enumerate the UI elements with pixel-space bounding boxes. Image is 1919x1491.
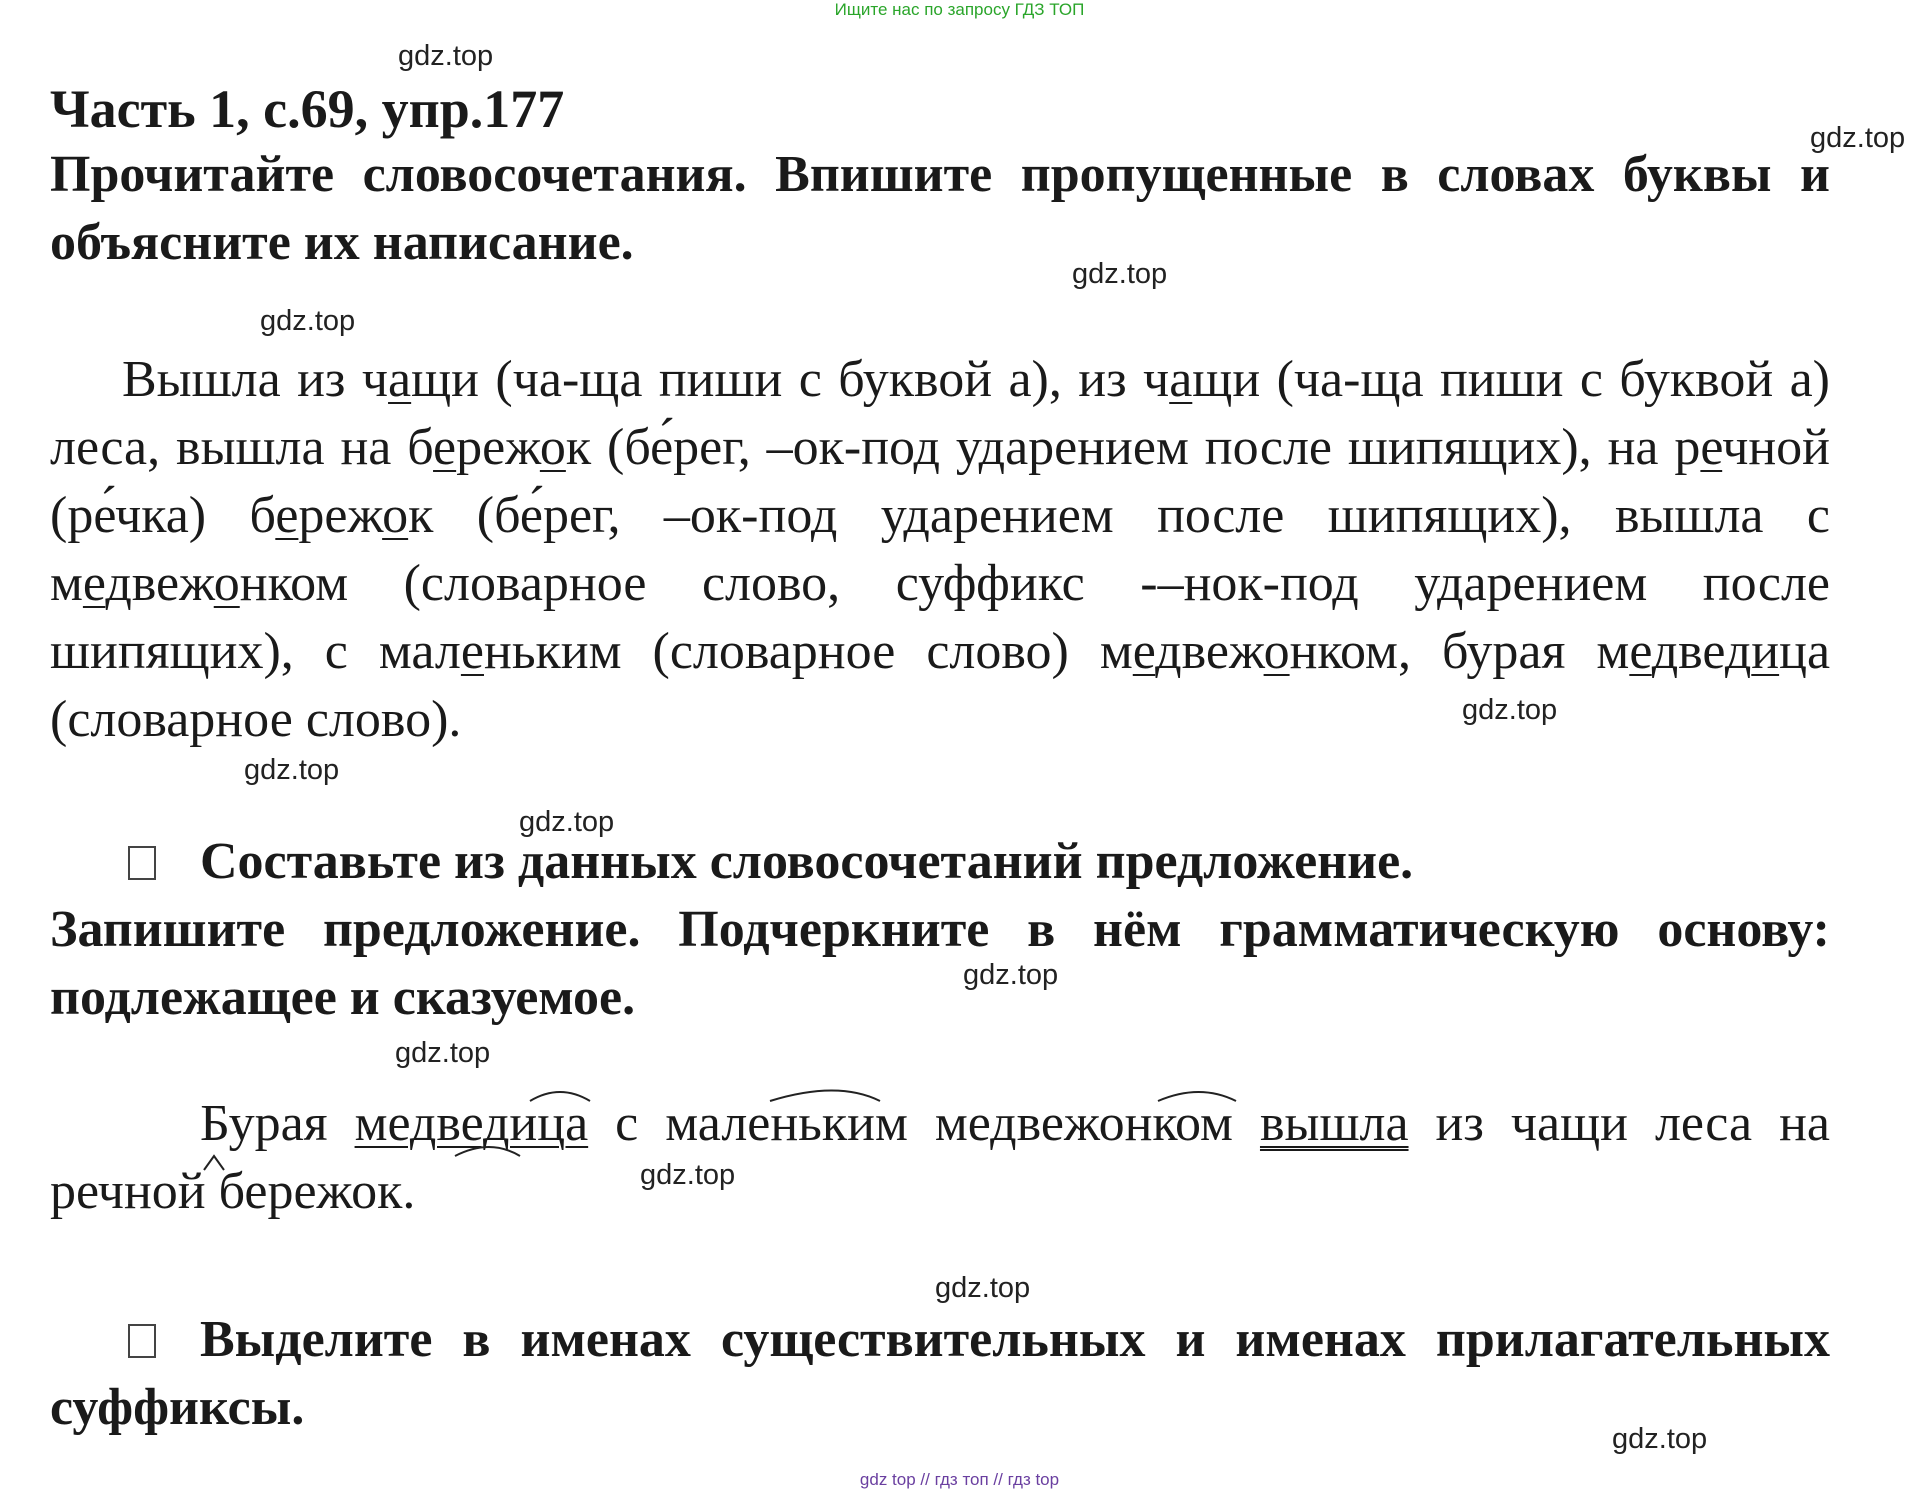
- watermark: gdz.top: [1612, 1423, 1708, 1455]
- top-hint[interactable]: Ищите нас по запросу ГДЗ ТОП: [834, 0, 1085, 19]
- answer-2: Бурая медведица с маленьким медвежонком вышла из чащи леса на речной бережок.: [50, 1095, 1831, 1220]
- watermark: gdz.top: [963, 959, 1059, 991]
- watermark: gdz.top: [398, 40, 494, 72]
- footer-links[interactable]: gdz top // гдз топ // гдз top: [859, 1470, 1060, 1489]
- checkbox-icon: [128, 1324, 156, 1358]
- watermark: gdz.top: [1810, 122, 1906, 154]
- subject: медведица: [354, 1095, 589, 1152]
- task-3: Выделите в именах существительных и именах прилагательных суффиксы.: [50, 1311, 1830, 1436]
- watermark: gdz.top: [1072, 258, 1168, 290]
- watermark: gdz.top: [260, 305, 356, 337]
- watermark: gdz.top: [519, 806, 615, 838]
- checkbox-icon: [128, 846, 156, 880]
- page-title: Часть 1, с.69, упр.177: [50, 79, 565, 139]
- watermark: gdz.top: [244, 754, 340, 786]
- watermark: gdz.top: [1462, 694, 1558, 726]
- answer-1: Вышла из чащи (ча-ща пиши с буквой а), из чащи (ча-ща пиши с буквой а) леса, вышла на бережок (бе́рег, –ок-под ударением после шипящих), на речной (ре́чка) бережок (бе́рег, –ок-под ударением после шипящих), вышла с медвежонком (словарное слово, суффикс -–нок-под ударением после шипящих), с маленьким (словарное слово) медвежонком, бурая медведица (словарное слово).: [50, 351, 1831, 748]
- watermark: gdz.top: [395, 1037, 491, 1069]
- watermark: gdz.top: [935, 1272, 1031, 1304]
- task-1: Прочитайте словосочетания. Впишите пропущенные в словах буквы и объясните их написание.: [50, 146, 1830, 271]
- task-2: Составьте из данных словосочетаний предложение. Запишите предложение. Подчеркните в нём грамматическую основу: подлежащее и сказуемое.: [50, 833, 1830, 1026]
- watermark: gdz.top: [640, 1159, 736, 1191]
- predicate: вышла: [1259, 1095, 1409, 1152]
